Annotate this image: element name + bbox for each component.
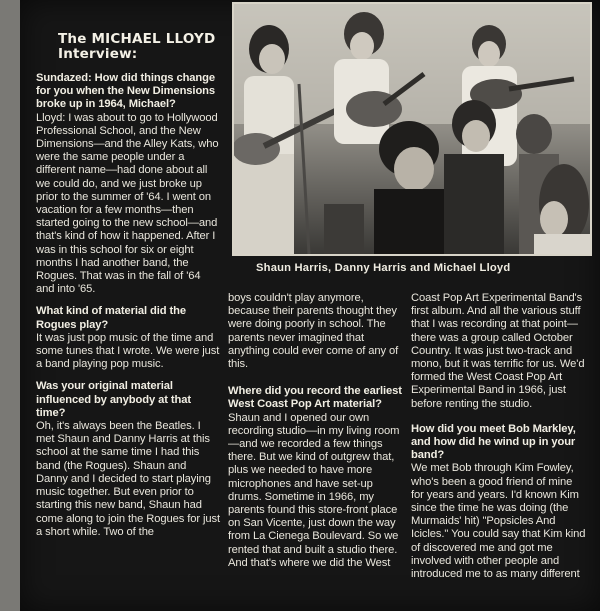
question: Was your original material influenced by anybody at that time? <box>36 380 191 419</box>
photo-caption: Shaun Harris, Danny Harris and Michael Lloyd <box>256 262 511 274</box>
interview-title-line2: Interview: <box>58 46 138 62</box>
answer: Oh, it's always been the Beatles. I met Shaun and Danny Harris at this school at the same time I had this band (the Rogues). Shaun and Danny and I decided to start playing music together. But even prior to starting this new band, Shaun had come along to join the Rogues for just a short while. Two of the <box>36 420 221 538</box>
answer: We met Bob through Kim Fowley, who's been a good friend of mine for years and years. I'd known Kim since the time he was doing (the Murmaids' hit) "Popsicles And Icicles." You could say that Kim kind of discovered me and got me involved with other people and introduced me to as many different <box>411 462 586 581</box>
band-photo-illustration <box>234 4 590 254</box>
column-1 <box>36 32 220 539</box>
page-edge <box>0 0 20 611</box>
column-3 <box>411 292 586 581</box>
answer: Lloyd: I was about to go to Hollywood Professional School, and the New Dimensions—and the Alley Kats, who were the same people under a different name—had done about all we could do, and we just broke up prior to the summer of '64. I went on vacation for a few months—then started going to the new school—and that's kind of how it happened. After I was in this school for six or eight months I had another band, the Rogues. That was in the fall of '64 and into '65. <box>36 111 219 296</box>
answer: Shaun and I opened our own recording studio—in my living room—and we recorded a few things there. But we kind of outgrew that, plus we needed to have more microphones and have set-up drums. Sometime in 1966, my parents found this store-front place on San Vicente, just down the way from La Cienega Boulevard. So we rented that and built a studio there. And that's where we did the West <box>228 411 400 569</box>
interview-title <box>58 32 220 62</box>
question: What kind of material did the Rogues play? <box>36 305 187 331</box>
question: Where did you record the earliest West Coast Pop Art material? <box>228 385 402 411</box>
answer: It was just pop music of the time and some tunes that I wrote. We were just a band playing pop music. <box>36 331 220 371</box>
interview-title-line1: The MICHAEL LLOYD <box>58 31 216 47</box>
column-2 <box>228 292 406 570</box>
question: Sundazed: How did things change for you when the New Dimensions broke up in 1964, Michael? <box>36 72 216 111</box>
answer: Coast Pop Art Experimental Band's first album. And all the various stuff that I was recording at that point—there was a group called October Country. It was just two-track and mono, but it was terrific for us. We'd formed the West Coast Pop Art Experimental Band in 1966, just before renting the studio. <box>411 292 585 410</box>
question: How did you meet Bob Markley, and how did he wind up in your band? <box>411 422 576 462</box>
band-photo <box>232 2 592 256</box>
answer: boys couldn't play anymore, because their parents thought they were doing poorly in school. The parents never imagined that anything could ever come of any of this. <box>228 292 399 371</box>
